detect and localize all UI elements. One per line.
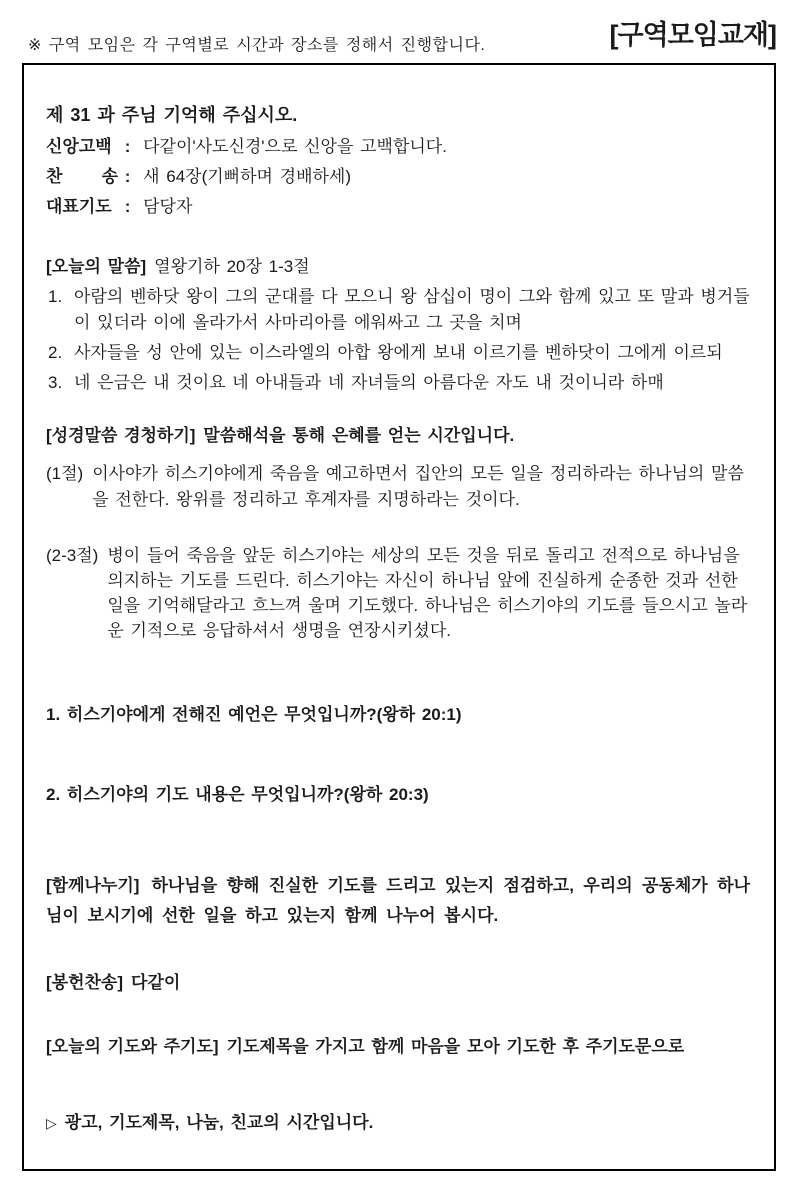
closing-prayer-heading: [오늘의 기도와 주기도] (46, 1037, 219, 1056)
verse-text: 사자들을 성 안에 있는 이스라엘의 아합 왕에게 보내 이르기를 벤하닷이 그에게 이르되 (74, 343, 723, 362)
note-item (46, 543, 750, 643)
offering-hymn-line (46, 971, 750, 995)
listening-subtitle: 말씀해석을 통해 은혜를 얻는 시간입니다. (203, 426, 515, 445)
sharing-text: 하나님을 향해 진실한 기도를 드리고 있는지 점검하고, 우리의 공동체가 하나님이 보시기에 선한 일을 하고 있는지 함께 나누어 봅시다. (46, 876, 750, 925)
hymn-colon: : (118, 167, 138, 186)
lesson-sheet (22, 63, 776, 1171)
hymn-line (46, 165, 750, 189)
offering-hymn-heading: [봉헌찬송] (46, 973, 124, 992)
question-2: 2. 히스기야의 기도 내용은 무엇입니까?(왕하 20:3) (46, 785, 429, 804)
fellowship-text: 광고, 기도제목, 나눔, 친교의 시간입니다. (64, 1113, 374, 1132)
confession-label: 신앙고백 (46, 137, 112, 156)
verse-number: 1. (48, 287, 63, 306)
verse-item (46, 340, 750, 366)
question-1: 1. 히스기야에게 전해진 예언은 무엇입니까?(왕하 20:1) (46, 705, 462, 724)
note-label: (2-3절) (46, 546, 99, 565)
note-item (46, 461, 750, 513)
listening-heading: [성경말씀 경청하기] (46, 426, 196, 445)
note-text: 병이 들어 죽음을 앞둔 히스기야는 세상의 모든 것을 뒤로 돌리고 전적으로 하나님을 의지하는 기도를 드린다. 히스기야는 자신이 하나님 앞에 진실하게 순종한 것과 선한 일을 기억해달라고 흐느껴 울며 기도했다. 하나님은 히스기야의 기도를 들으시고 놀라운 기적으로 응답하셔서 생명을 연장시키셨다. (107, 546, 748, 640)
sharing-paragraph (46, 871, 750, 931)
verse-number: 3. (48, 373, 63, 392)
lesson-title: 제 31 과 주님 기억해 주십시오. (46, 105, 298, 125)
hymn-text: 새 64장(기뻐하며 경배하세) (143, 167, 352, 186)
confession-colon: : (118, 137, 138, 156)
verse-text: 아람의 벤하닷 왕이 그의 군대를 다 모으니 왕 삼십이 명이 그와 함께 있고 또 말과 병거들이 있더라 이에 올라가서 사마리아를 에워싸고 그 곳을 치며 (74, 287, 750, 332)
listening-heading-line (46, 424, 750, 448)
offering-hymn-text: 다같이 (131, 973, 181, 992)
verse-item (46, 284, 750, 336)
hymn-label: 찬 송 (46, 167, 118, 186)
scripture-reference: 열왕기하 20장 1-3절 (154, 257, 310, 276)
verse-text: 네 은금은 내 것이요 네 아내들과 네 자녀들의 아름다운 자도 내 것이니라 하매 (74, 373, 664, 392)
verse-number: 2. (48, 343, 63, 362)
closing-prayer-line (46, 1035, 750, 1059)
prayer-leader-line (46, 195, 750, 219)
triangle-marker-icon: ▷ (46, 1115, 57, 1131)
fellowship-line (46, 1111, 750, 1135)
verse-list (46, 284, 750, 396)
todays-word-heading: [오늘의 말씀] (46, 257, 147, 276)
top-note: ※ 구역 모임은 각 구역별로 시간과 장소를 정해서 진행합니다. (28, 37, 486, 54)
note-label: (1절) (46, 464, 84, 483)
sharing-heading: [함께나누기] (46, 876, 140, 895)
prayer-leader-colon: : (118, 197, 138, 216)
todays-word-line (46, 255, 750, 279)
closing-prayer-text: 기도제목을 가지고 함께 마음을 모아 기도한 후 주기도문으로 (226, 1037, 685, 1056)
confession-text: 다같이'사도신경'으로 신앙을 고백합니다. (143, 137, 447, 156)
prayer-leader-text: 담당자 (143, 197, 193, 216)
booklet-title-badge: [구역모임교재] (609, 20, 776, 50)
page-header (0, 0, 800, 55)
note-text: 이사야가 히스기야에게 죽음을 예고하면서 집안의 모든 일을 정리하라는 하나님의 말씀을 전한다. 왕위를 정리하고 후계자를 지명하라는 것이다. (92, 464, 744, 509)
confession-line (46, 135, 750, 159)
prayer-leader-label: 대표기도 (46, 197, 112, 216)
verse-item (46, 370, 750, 396)
